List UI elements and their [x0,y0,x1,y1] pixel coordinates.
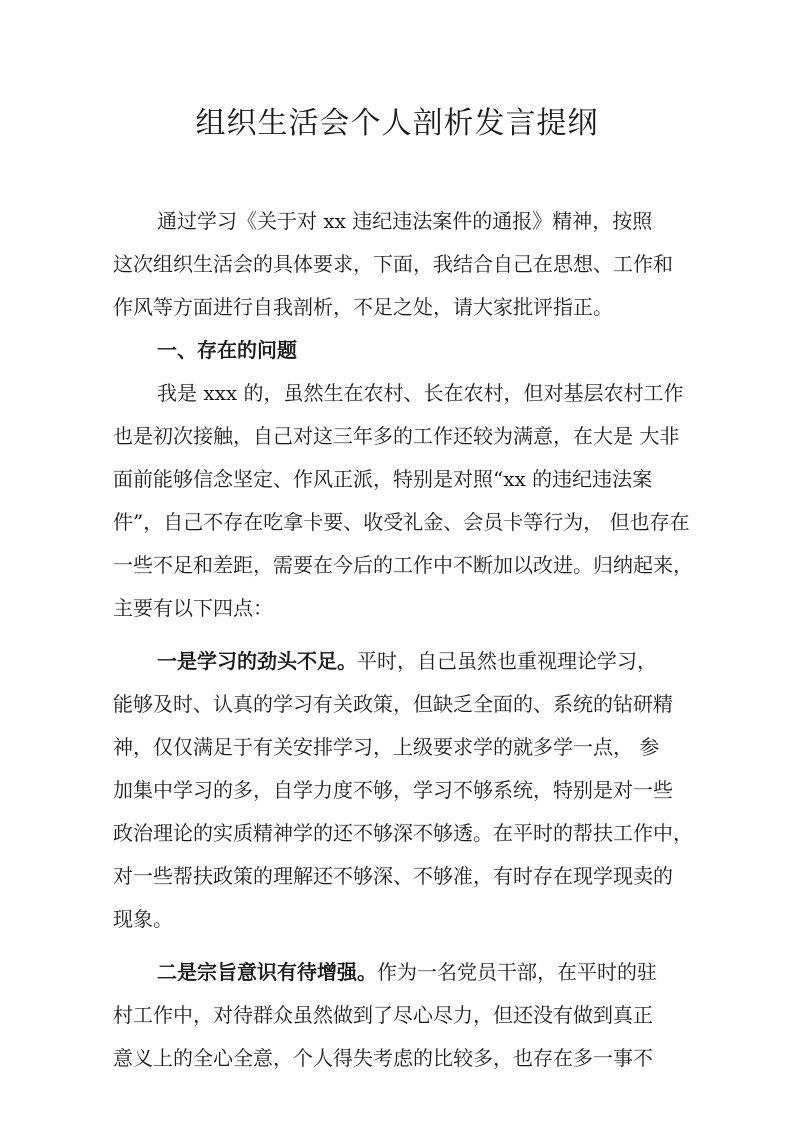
para1-line-6: 主要有以下四点： [113,596,273,620]
point2-line-2: 村工作中，对待群众虽然做到了尽心尽力，但还没有做到真正 [113,1003,653,1027]
intro-line-1: 通过学习《关于对 xx 违纪违法案件的通报》精神，按照 [157,209,653,233]
point1-first: 平时，自己虽然也重视理论学习， [357,649,657,673]
section-heading-problems: 一、存在的问题 [157,338,297,362]
para1-line-1: 我是 xxx 的，虽然生在农村、长在农村，但对基层农村工作 [157,381,684,405]
para1-line-2: 也是初次接触，自己对这三年多的工作还较为满意，在大是 大非 [113,424,680,448]
document-title: 组织生活会个人剖析发言提纲 [195,106,599,141]
para1-line-3: 面前能够信念坚定、作风正派，特别是对照“xx 的违纪违法案 [113,467,653,491]
para1-line-5: 一些不足和差距，需要在今后的工作中不断加以改进。归纳起来， [113,553,693,577]
intro-line-3: 作风等方面进行自我剖析，不足之处，请大家批评指正。 [113,295,613,319]
point1-line-5: 政治理论的实质精神学的还不够深不够透。在平时的帮扶工作中， [113,821,693,845]
intro-line-2: 这次组织生活会的具体要求，下面，我结合自己在思想、工作和 [113,252,673,276]
point1-line-7: 现象。 [113,907,173,931]
point2-first: 作为一名党员干部，在平时的驻 [377,960,657,984]
point1-line-4: 加集中学习的多，自学力度不够，学习不够系统，特别是对一些 [113,778,673,802]
point1-line-1 [113,640,703,683]
document-body [113,200,703,1080]
point1-line-6: 对一些帮扶政策的理解还不够深、不够准，有时存在现学现卖的 [113,864,673,888]
point1-line-2: 能够及时、认真的学习有关政策，但缺乏全面的、系统的钻研精 [113,692,673,716]
point2-line-1 [113,951,703,994]
para1-line-4: 件”，自己不存在吃拿卡要、收受礼金、会员卡等行为， 但也存在 [113,510,690,534]
point2-lead: 二是宗旨意识有待增强。 [157,960,377,984]
point1-lead: 一是学习的劲头不足。 [157,649,357,673]
point2-line-3: 意义上的全心全意，个人得失考虑的比较多，也存在多一事不 [113,1046,653,1070]
point1-line-3: 神，仅仅满足于有关安排学习，上级要求学的就多学一点， 参 [113,735,660,759]
